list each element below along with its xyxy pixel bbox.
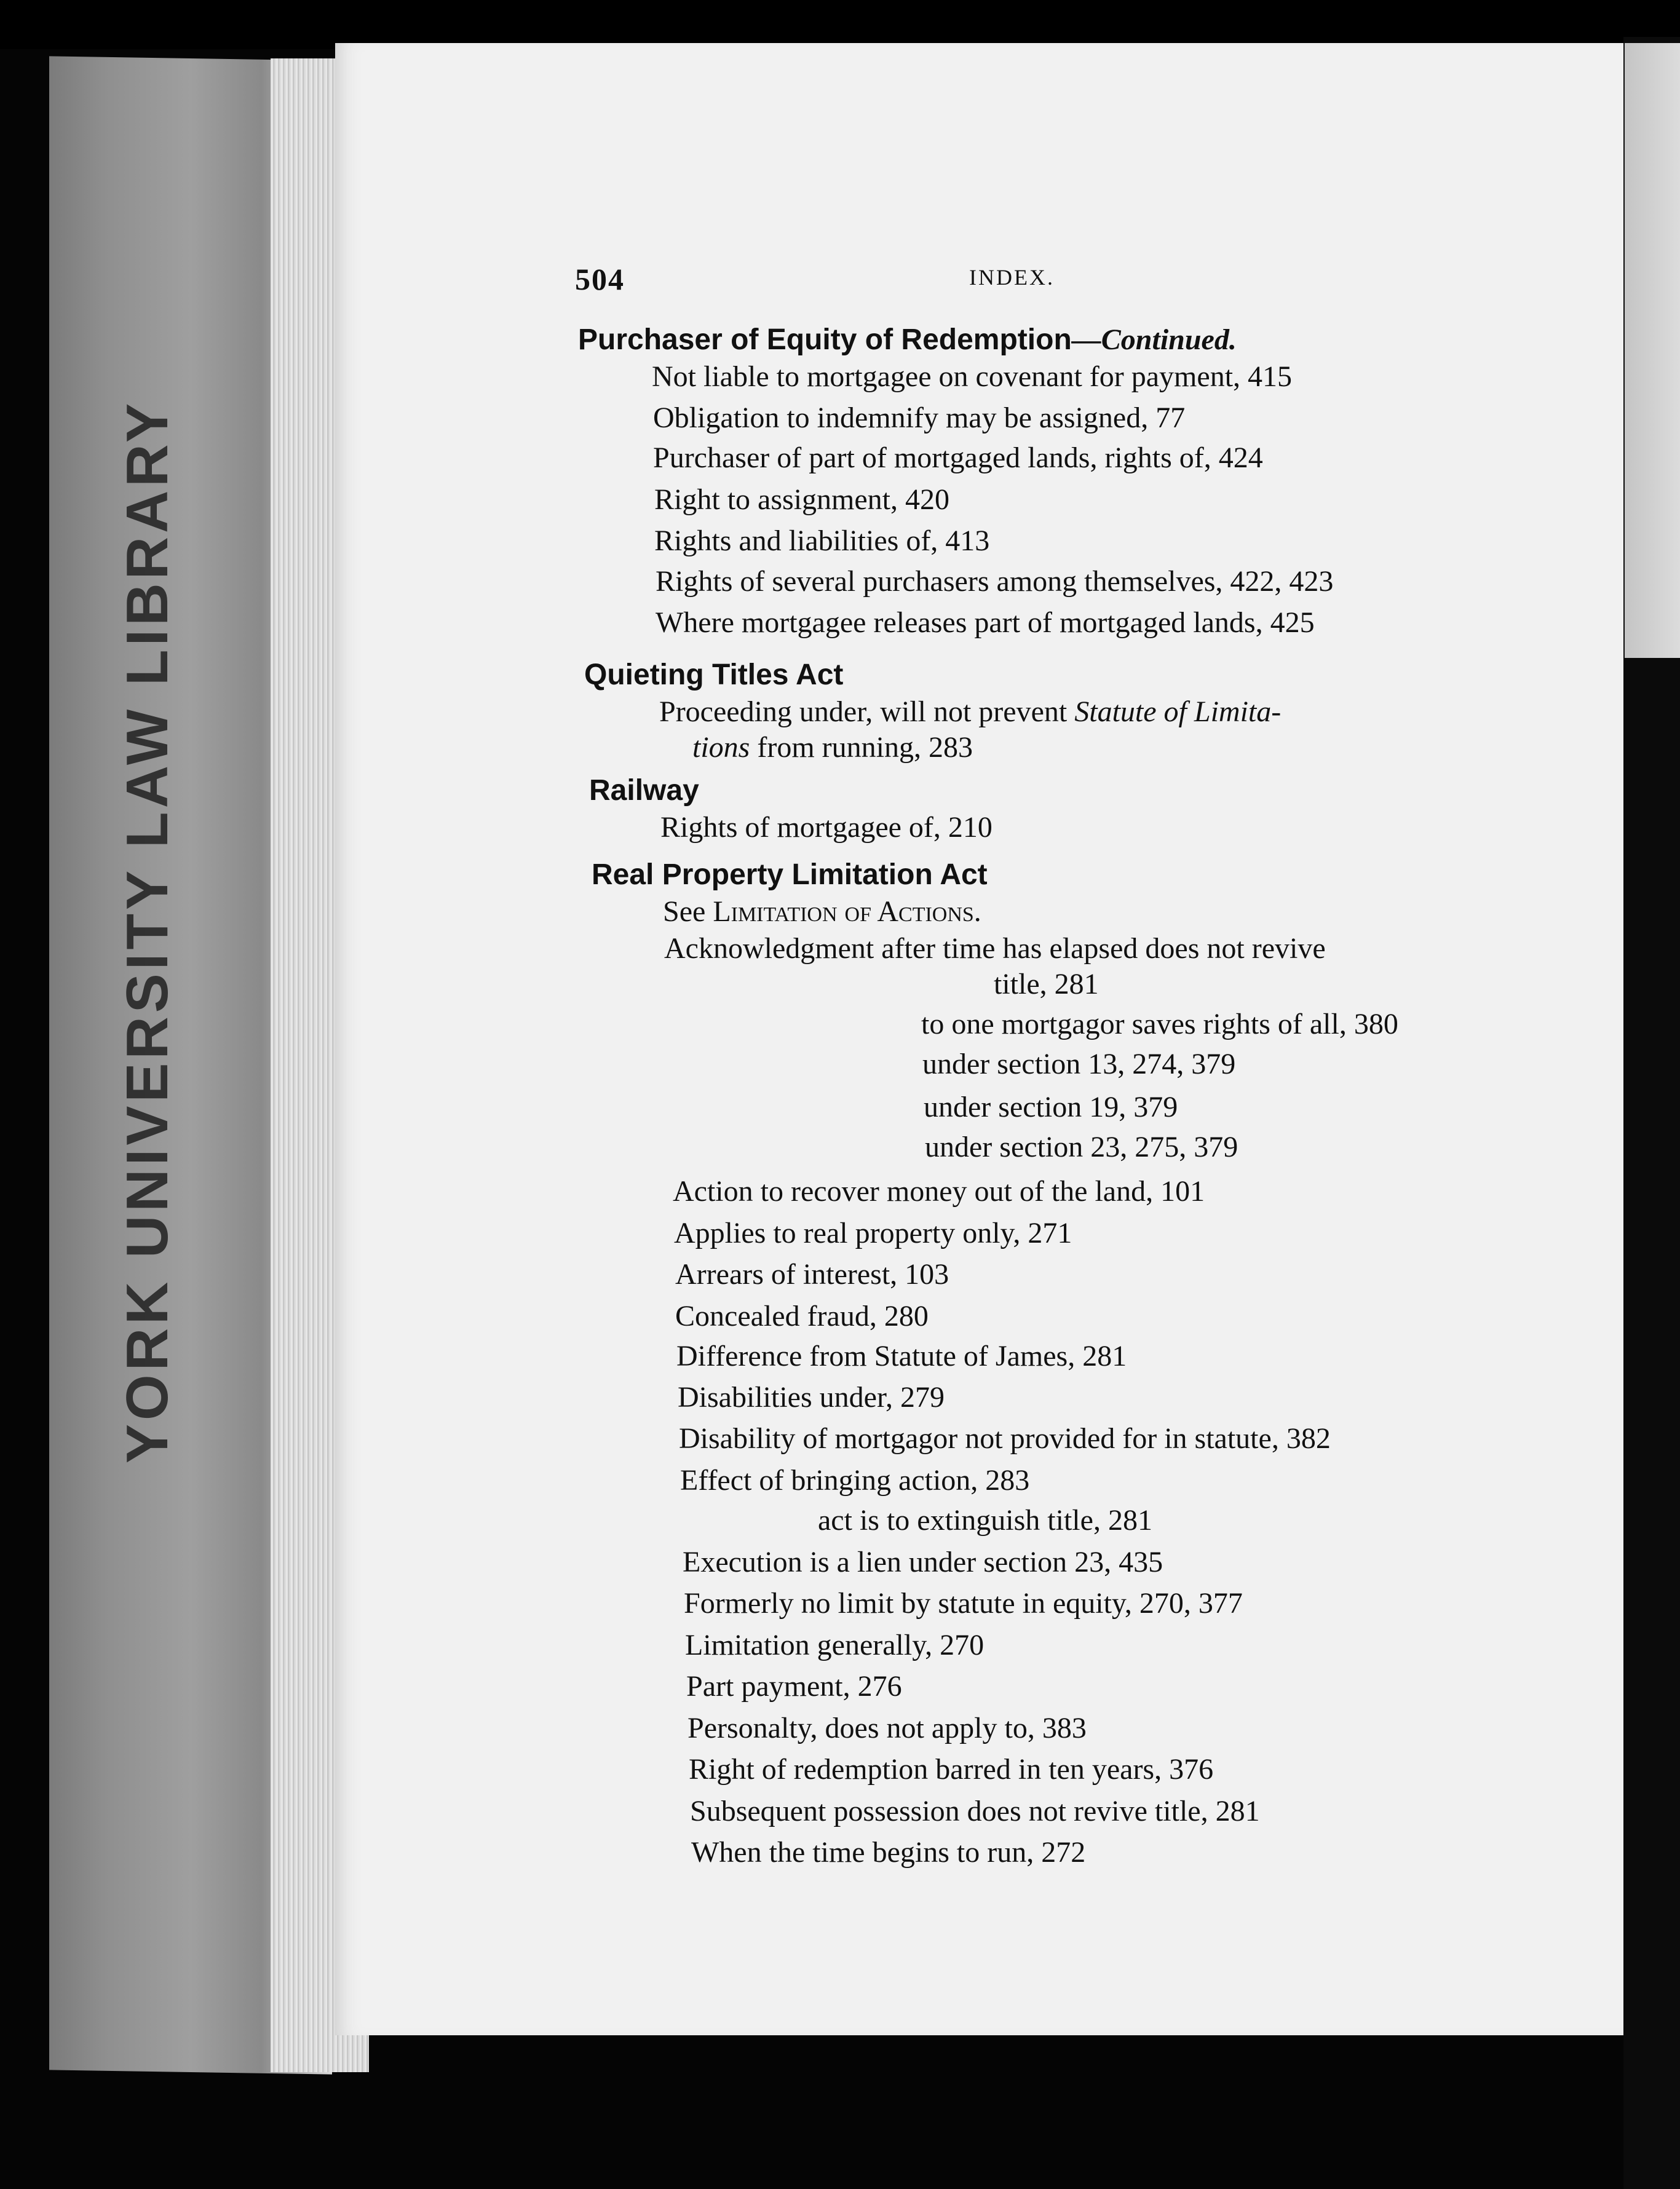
index-entry-continuation: title, 281 [994,968,1099,1000]
index-subentry: act is to extinguish title, 281 [818,1504,1152,1537]
index-entry: Proceeding under, will not prevent Statute of Limita- [659,695,1282,728]
index-entry: Effect of bringing action, 283 [680,1464,1030,1497]
index-entry: Arrears of interest, 103 [675,1258,949,1291]
index-entry: Formerly no limit by statute in equity, 270, 377 [684,1587,1243,1620]
index-entry: Rights of mortgagee of, 210 [660,811,993,844]
index-entry: Right to assignment, 420 [654,483,949,516]
index-entry: Purchaser of part of mortgaged lands, rights of, 424 [653,441,1263,474]
index-entry: Obligation to indemnify may be assigned, 77 [653,402,1186,434]
index-entry: Part payment, 276 [686,1670,902,1703]
index-subentry: under section 19, 379 [924,1091,1178,1123]
index-entry: Execution is a lien under section 23, 435 [683,1546,1163,1578]
index-entry: Acknowledgment after time has elapsed does not revive [664,932,1326,965]
index-entry: Action to recover money out of the land, 101 [673,1175,1205,1208]
index-entry: Rights and liabilities of, 413 [654,524,990,557]
page-number: 504 [575,262,625,296]
index-entry: Disabilities under, 279 [678,1381,945,1414]
index-entry: Personalty, does not apply to, 383 [687,1712,1087,1744]
index-entry: Not liable to mortgagee on covenant for payment, 415 [652,360,1293,393]
index-entry: Where mortgagee releases part of mortgaged lands, 425 [656,606,1315,639]
index-heading: Quieting Titles Act [584,659,844,691]
running-head: INDEX. [969,265,1055,290]
index-subentry: under section 23, 275, 379 [925,1131,1238,1163]
index-entry: Disability of mortgagor not provided for in statute, 382 [679,1422,1331,1455]
index-subentry: under section 13, 274, 379 [922,1048,1236,1080]
library-stamp: YORK UNIVERSITY LAW LIBRARY [114,399,180,1463]
index-entry: Right of redemption barred in ten years, 376 [689,1753,1214,1786]
index-heading: Real Property Limitation Act [592,858,988,891]
index-entry: Concealed fraud, 280 [675,1300,929,1332]
index-subentry: to one mortgagor saves rights of all, 380 [921,1008,1398,1040]
index-entry: Limitation generally, 270 [685,1629,985,1661]
see-reference: See Limitation of Actions. [663,895,981,928]
index-entry-continuation: tions from running, 283 [692,731,973,764]
index-entry: Subsequent possession does not revive title, 281 [690,1795,1260,1827]
index-entry: Applies to real property only, 271 [674,1217,1072,1249]
index-heading: Purchaser of Equity of Redemption—Continued. [578,323,1237,356]
index-entry: Rights of several purchasers among themselves, 422, 423 [656,565,1334,598]
index-heading: Railway [589,774,699,807]
index-entry: Difference from Statute of James, 281 [676,1340,1127,1372]
index-entry: When the time begins to run, 272 [691,1836,1086,1869]
